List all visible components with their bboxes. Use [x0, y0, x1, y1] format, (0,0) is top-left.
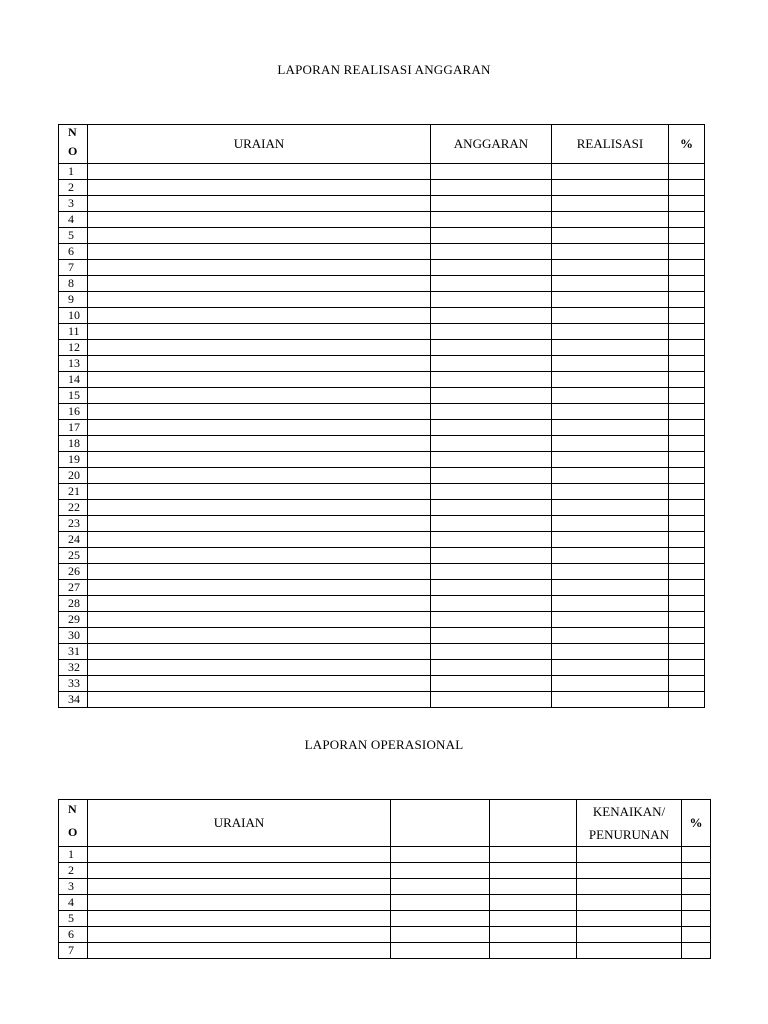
empty-cell[interactable] [431, 292, 552, 308]
empty-cell[interactable] [552, 580, 669, 596]
empty-cell[interactable] [88, 436, 431, 452]
empty-cell[interactable] [88, 895, 391, 911]
header-uraian: URAIAN [88, 800, 391, 847]
empty-cell[interactable] [88, 628, 431, 644]
table-row [59, 308, 705, 324]
empty-cell[interactable] [431, 452, 552, 468]
header-uraian: URAIAN [88, 125, 431, 164]
empty-cell[interactable] [669, 356, 705, 372]
header-no-line2: O [68, 144, 78, 158]
table-row [59, 532, 705, 548]
empty-cell[interactable] [669, 548, 705, 564]
empty-cell[interactable] [577, 847, 682, 863]
empty-cell[interactable] [431, 356, 552, 372]
empty-cell[interactable] [552, 564, 669, 580]
empty-cell[interactable] [391, 943, 490, 959]
empty-cell[interactable] [577, 895, 682, 911]
empty-cell[interactable] [552, 692, 669, 708]
empty-cell[interactable] [391, 895, 490, 911]
empty-cell[interactable] [391, 927, 490, 943]
empty-cell[interactable] [88, 180, 431, 196]
empty-cell[interactable] [88, 196, 431, 212]
operational-table [58, 799, 711, 959]
empty-cell[interactable] [577, 911, 682, 927]
empty-cell[interactable] [431, 484, 552, 500]
empty-cell[interactable] [669, 180, 705, 196]
empty-cell[interactable] [669, 292, 705, 308]
row-number: 20 [59, 468, 88, 484]
row-number: 30 [59, 628, 88, 644]
empty-cell[interactable] [577, 927, 682, 943]
empty-cell[interactable] [552, 468, 669, 484]
row-number: 19 [59, 452, 88, 468]
empty-cell[interactable] [431, 404, 552, 420]
row-number: 7 [59, 943, 88, 959]
table-row [59, 500, 705, 516]
empty-cell[interactable] [431, 260, 552, 276]
empty-cell[interactable] [88, 164, 431, 180]
empty-cell[interactable] [682, 927, 711, 943]
empty-cell[interactable] [88, 484, 431, 500]
empty-cell[interactable] [552, 356, 669, 372]
empty-cell[interactable] [88, 388, 431, 404]
empty-cell[interactable] [669, 452, 705, 468]
table-row [59, 628, 705, 644]
empty-cell[interactable] [669, 436, 705, 452]
empty-cell[interactable] [88, 468, 431, 484]
empty-cell[interactable] [88, 660, 431, 676]
row-number: 5 [59, 911, 88, 927]
empty-cell[interactable] [431, 212, 552, 228]
report2-title: LAPORAN OPERASIONAL [304, 737, 464, 752]
empty-cell[interactable] [431, 500, 552, 516]
empty-cell[interactable] [88, 516, 431, 532]
empty-cell[interactable] [682, 943, 711, 959]
empty-cell[interactable] [577, 863, 682, 879]
table-row [59, 564, 705, 580]
empty-cell[interactable] [682, 895, 711, 911]
empty-cell[interactable] [552, 228, 669, 244]
empty-cell[interactable] [552, 532, 669, 548]
table-row [59, 228, 705, 244]
empty-cell[interactable] [669, 244, 705, 260]
row-number: 2 [59, 863, 88, 879]
empty-cell[interactable] [669, 580, 705, 596]
row-number: 5 [59, 228, 88, 244]
header-no-line1: N [68, 802, 77, 816]
empty-cell[interactable] [552, 340, 669, 356]
empty-cell[interactable] [669, 516, 705, 532]
row-number: 7 [59, 260, 88, 276]
header-change-line2: PENURUNAN [588, 827, 670, 842]
empty-cell[interactable] [431, 676, 552, 692]
table-row [59, 324, 705, 340]
empty-cell[interactable] [552, 516, 669, 532]
row-number: 22 [59, 500, 88, 516]
table-row [59, 292, 705, 308]
table-row [59, 863, 711, 879]
empty-cell[interactable] [577, 943, 682, 959]
table-row [59, 484, 705, 500]
header-change [577, 800, 682, 847]
empty-cell[interactable] [669, 196, 705, 212]
empty-cell[interactable] [669, 500, 705, 516]
empty-cell[interactable] [431, 596, 552, 612]
empty-cell[interactable] [669, 228, 705, 244]
empty-cell[interactable] [88, 212, 431, 228]
empty-cell[interactable] [490, 911, 577, 927]
empty-cell[interactable] [669, 420, 705, 436]
empty-cell[interactable] [577, 879, 682, 895]
table-row [59, 660, 705, 676]
empty-cell[interactable] [431, 644, 552, 660]
empty-cell[interactable] [490, 895, 577, 911]
empty-cell[interactable] [669, 468, 705, 484]
row-number: 28 [59, 596, 88, 612]
empty-cell[interactable] [431, 436, 552, 452]
row-number: 18 [59, 436, 88, 452]
row-number: 17 [59, 420, 88, 436]
empty-cell[interactable] [88, 356, 431, 372]
table-row [59, 692, 705, 708]
table-row [59, 452, 705, 468]
empty-cell[interactable] [552, 164, 669, 180]
empty-cell[interactable] [682, 879, 711, 895]
empty-cell[interactable] [669, 164, 705, 180]
empty-cell[interactable] [552, 676, 669, 692]
empty-cell[interactable] [88, 372, 431, 388]
empty-cell[interactable] [669, 564, 705, 580]
empty-cell[interactable] [431, 420, 552, 436]
empty-cell[interactable] [88, 276, 431, 292]
table-row [59, 847, 711, 863]
empty-cell[interactable] [391, 879, 490, 895]
empty-cell[interactable] [669, 484, 705, 500]
empty-cell[interactable] [431, 308, 552, 324]
empty-cell[interactable] [552, 324, 669, 340]
empty-cell[interactable] [669, 372, 705, 388]
empty-cell[interactable] [552, 436, 669, 452]
empty-cell[interactable] [88, 596, 431, 612]
table-row [59, 548, 705, 564]
empty-cell[interactable] [669, 260, 705, 276]
row-number: 34 [59, 692, 88, 708]
header-no-line2: O [68, 825, 78, 839]
empty-cell[interactable] [431, 324, 552, 340]
empty-cell[interactable] [669, 340, 705, 356]
empty-cell[interactable] [552, 212, 669, 228]
table-row [59, 911, 711, 927]
empty-cell[interactable] [88, 244, 431, 260]
empty-cell[interactable] [431, 228, 552, 244]
row-number: 32 [59, 660, 88, 676]
empty-cell[interactable] [88, 847, 391, 863]
empty-cell[interactable] [88, 863, 391, 879]
table-row [59, 276, 705, 292]
table-row [59, 420, 705, 436]
row-number: 9 [59, 292, 88, 308]
budget-realization-table [58, 124, 705, 708]
table-header-row [59, 125, 705, 164]
table-header-row [59, 800, 711, 847]
empty-cell[interactable] [88, 260, 431, 276]
empty-cell[interactable] [431, 372, 552, 388]
empty-cell[interactable] [431, 564, 552, 580]
empty-cell[interactable] [431, 388, 552, 404]
empty-cell[interactable] [431, 532, 552, 548]
empty-cell[interactable] [490, 879, 577, 895]
empty-cell[interactable] [490, 847, 577, 863]
empty-cell[interactable] [88, 644, 431, 660]
empty-cell[interactable] [431, 276, 552, 292]
table-row [59, 943, 711, 959]
empty-cell[interactable] [431, 580, 552, 596]
empty-cell[interactable] [490, 927, 577, 943]
empty-cell[interactable] [88, 548, 431, 564]
empty-cell[interactable] [88, 452, 431, 468]
empty-cell[interactable] [88, 292, 431, 308]
empty-cell[interactable] [669, 276, 705, 292]
empty-cell[interactable] [552, 308, 669, 324]
table-row [59, 596, 705, 612]
empty-cell[interactable] [431, 612, 552, 628]
empty-cell[interactable] [669, 644, 705, 660]
empty-cell[interactable] [669, 532, 705, 548]
table-row [59, 580, 705, 596]
row-number: 13 [59, 356, 88, 372]
row-number: 1 [59, 164, 88, 180]
empty-cell[interactable] [431, 196, 552, 212]
header-realisasi: REALISASI [552, 125, 669, 164]
row-number: 16 [59, 404, 88, 420]
empty-cell[interactable] [88, 612, 431, 628]
empty-cell[interactable] [431, 340, 552, 356]
empty-cell[interactable] [552, 548, 669, 564]
empty-cell[interactable] [552, 292, 669, 308]
header-percent: % [669, 125, 705, 164]
row-number: 23 [59, 516, 88, 532]
row-number: 15 [59, 388, 88, 404]
empty-cell[interactable] [88, 420, 431, 436]
empty-cell[interactable] [552, 260, 669, 276]
row-number: 1 [59, 847, 88, 863]
row-number: 12 [59, 340, 88, 356]
empty-cell[interactable] [391, 863, 490, 879]
row-number: 4 [59, 895, 88, 911]
empty-cell[interactable] [88, 943, 391, 959]
table-row [59, 879, 711, 895]
empty-cell[interactable] [490, 863, 577, 879]
empty-cell[interactable] [431, 548, 552, 564]
table-row [59, 516, 705, 532]
empty-cell[interactable] [88, 692, 431, 708]
row-number: 27 [59, 580, 88, 596]
header-no-line1: N [68, 125, 77, 139]
row-number: 25 [59, 548, 88, 564]
row-number: 31 [59, 644, 88, 660]
header-anggaran: ANGGARAN [431, 125, 552, 164]
empty-cell[interactable] [552, 196, 669, 212]
row-number: 4 [59, 212, 88, 228]
empty-cell[interactable] [669, 308, 705, 324]
empty-cell[interactable] [431, 164, 552, 180]
empty-cell[interactable] [669, 212, 705, 228]
row-number: 6 [59, 927, 88, 943]
table-row [59, 260, 705, 276]
empty-cell[interactable] [88, 532, 431, 548]
empty-cell[interactable] [391, 847, 490, 863]
empty-cell[interactable] [669, 324, 705, 340]
empty-cell[interactable] [88, 911, 391, 927]
report1-title: LAPORAN REALISASI ANGGARAN [277, 62, 491, 77]
table-row [59, 196, 705, 212]
empty-cell[interactable] [431, 692, 552, 708]
empty-cell[interactable] [552, 484, 669, 500]
empty-cell[interactable] [88, 879, 391, 895]
row-number: 2 [59, 180, 88, 196]
empty-cell[interactable] [431, 660, 552, 676]
empty-cell[interactable] [669, 628, 705, 644]
empty-cell[interactable] [431, 516, 552, 532]
empty-cell[interactable] [552, 388, 669, 404]
row-number: 24 [59, 532, 88, 548]
empty-cell[interactable] [669, 692, 705, 708]
table-row [59, 895, 711, 911]
row-number: 21 [59, 484, 88, 500]
table-row [59, 164, 705, 180]
empty-cell[interactable] [431, 180, 552, 196]
table-row [59, 340, 705, 356]
empty-cell[interactable] [490, 943, 577, 959]
empty-cell[interactable] [669, 660, 705, 676]
empty-cell[interactable] [552, 452, 669, 468]
table-row [59, 676, 705, 692]
empty-cell[interactable] [391, 911, 490, 927]
row-number: 3 [59, 879, 88, 895]
row-number: 3 [59, 196, 88, 212]
table-row [59, 927, 711, 943]
empty-cell[interactable] [431, 468, 552, 484]
empty-cell[interactable] [88, 564, 431, 580]
table-row [59, 644, 705, 660]
table-row [59, 244, 705, 260]
header-column-4 [490, 800, 577, 847]
row-number: 10 [59, 308, 88, 324]
table-row [59, 436, 705, 452]
empty-cell[interactable] [552, 500, 669, 516]
empty-cell[interactable] [682, 911, 711, 927]
header-no [59, 125, 88, 164]
empty-cell[interactable] [669, 676, 705, 692]
empty-cell[interactable] [88, 228, 431, 244]
header-column-3 [391, 800, 490, 847]
row-number: 33 [59, 676, 88, 692]
empty-cell[interactable] [552, 596, 669, 612]
empty-cell[interactable] [88, 404, 431, 420]
row-number: 6 [59, 244, 88, 260]
empty-cell[interactable] [682, 847, 711, 863]
empty-cell[interactable] [669, 404, 705, 420]
empty-cell[interactable] [88, 927, 391, 943]
empty-cell[interactable] [552, 244, 669, 260]
empty-cell[interactable] [88, 340, 431, 356]
empty-cell[interactable] [552, 612, 669, 628]
table-row [59, 468, 705, 484]
empty-cell[interactable] [88, 500, 431, 516]
empty-cell[interactable] [552, 644, 669, 660]
empty-cell[interactable] [431, 244, 552, 260]
table-row [59, 388, 705, 404]
row-number: 14 [59, 372, 88, 388]
empty-cell[interactable] [552, 372, 669, 388]
row-number: 8 [59, 276, 88, 292]
empty-cell[interactable] [552, 404, 669, 420]
row-number: 26 [59, 564, 88, 580]
table-row [59, 212, 705, 228]
empty-cell[interactable] [552, 628, 669, 644]
empty-cell[interactable] [88, 324, 431, 340]
table-row [59, 612, 705, 628]
empty-cell[interactable] [88, 308, 431, 324]
empty-cell[interactable] [88, 580, 431, 596]
row-number: 11 [59, 324, 88, 340]
row-number: 29 [59, 612, 88, 628]
empty-cell[interactable] [552, 276, 669, 292]
empty-cell[interactable] [669, 612, 705, 628]
empty-cell[interactable] [88, 676, 431, 692]
header-change-line1: KENAIKAN/ [592, 804, 666, 819]
header-percent: % [682, 800, 711, 847]
table-row [59, 356, 705, 372]
empty-cell[interactable] [682, 863, 711, 879]
empty-cell[interactable] [669, 596, 705, 612]
empty-cell[interactable] [552, 420, 669, 436]
table-row [59, 372, 705, 388]
table-row [59, 180, 705, 196]
empty-cell[interactable] [552, 660, 669, 676]
empty-cell[interactable] [552, 180, 669, 196]
empty-cell[interactable] [431, 628, 552, 644]
table-row [59, 404, 705, 420]
empty-cell[interactable] [669, 388, 705, 404]
header-no [59, 800, 88, 847]
